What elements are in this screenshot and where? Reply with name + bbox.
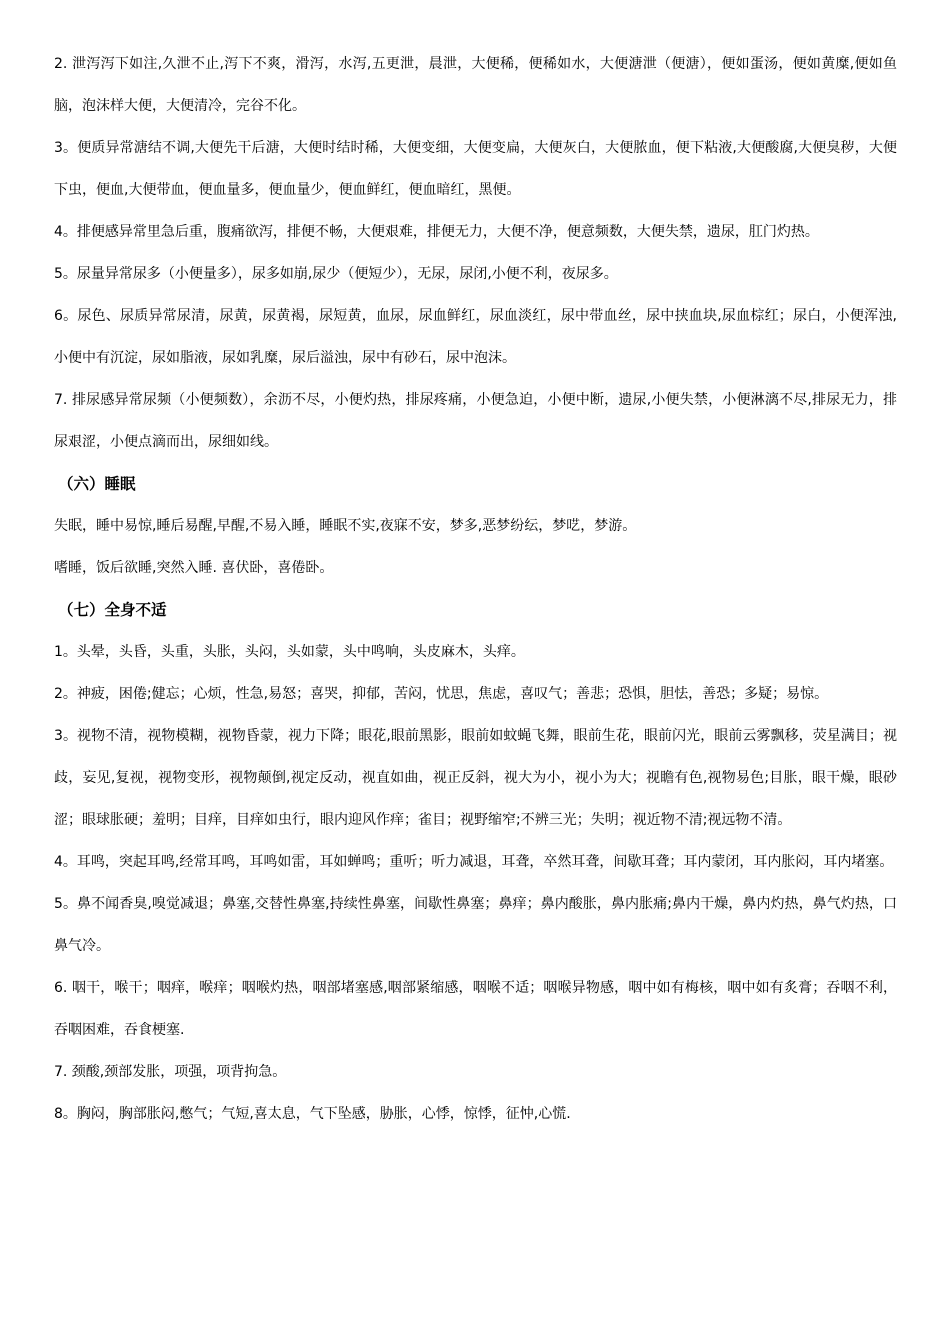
paragraph-vision: 3。视物不清，视物模糊，视物昏蒙，视力下降；眼花,眼前黑影，眼前如蚊蝇飞舞，眼前生花，眼前闪光，眼前云雾飘移，荧星满目；视歧，妄见,复视，视物变形，视物颠倒,视定反动，视直如曲，视正反斜，视大为小，视小为大；视瞻有色,视物易色;目胀，眼干燥，眼砂涩；眼球胀硬；羞明；目痒，目痒如虫行，眼内迎风作痒；雀目；视野缩窄;不辨三光；失明；视近物不清;视远物不清。 xyxy=(54,728,897,828)
paragraph-somnolence: 嗜睡，饭后欲睡,突然入睡. 喜伏卧，喜倦卧。 xyxy=(54,560,334,576)
paragraph-chest: 8。胸闷，胸部胀闷,憋气；气短,喜太息，气下坠感，胁胀，心悸，惊悸，征忡,心慌. xyxy=(54,1106,571,1122)
paragraph-urine-color: 6。尿色、尿质异常尿清，尿黄，尿黄褐，尿短黄，血尿，尿血鲜红，尿血淡红，尿中带血丝，尿中挟血块,尿血棕红；尿白，小便浑浊,小便中有沉淀，尿如脂液，尿如乳糜，尿后溢浊，尿中有砂石，尿中泡沫。 xyxy=(54,308,897,366)
paragraph-neck: 7. 颈酸,颈部发胀，项强，项背拘急。 xyxy=(54,1064,287,1080)
paragraph-throat: 6. 咽干，喉干；咽痒，喉痒；咽喉灼热，咽部堵塞感,咽部紧缩感，咽喉不适；咽喉异物感，咽中如有梅核，咽中如有炙膏；吞咽不利，吞咽困难，吞食梗塞. xyxy=(54,980,897,1038)
paragraph-defecation-sensation: 4。排便感异常里急后重，腹痛欲泻，排便不畅，大便艰难，排便无力，大便不净，便意频数，大便失禁，遗尿，肛门灼热。 xyxy=(54,224,819,240)
paragraph-insomnia: 失眠，睡中易惊,睡后易醒,早醒,不易入睡，睡眠不实,夜寐不安，梦多,恶梦纷纭，梦呓，梦游。 xyxy=(54,518,637,534)
section-heading-sleep: （六）睡眠 xyxy=(58,475,136,493)
paragraph-head: 1。头晕，头昏，头重，头胀，头闷，头如蒙，头中鸣响，头皮麻木，头痒。 xyxy=(54,644,525,660)
paragraph-ear: 4。耳鸣，突起耳鸣,经常耳鸣，耳鸣如雷，耳如蝉鸣；重听；听力减退，耳聋，卒然耳聋，间歇耳聋；耳内蒙闭，耳内胀闷，耳内堵塞。 xyxy=(54,854,894,870)
paragraph-nose: 5。鼻不闻香臭,嗅觉减退；鼻塞,交替性鼻塞,持续性鼻塞，间歇性鼻塞；鼻痒；鼻内酸胀，鼻内胀痛;鼻内干燥，鼻内灼热，鼻气灼热，口鼻气冷。 xyxy=(54,896,897,954)
paragraph-urination-sensation: 7. 排尿感异常尿频（小便频数），余沥不尽，小便灼热，排尿疼痛，小便急迫，小便中断，遗尿,小便失禁，小便淋漓不尽,排尿无力，排尿艰涩，小便点滴而出，尿细如线。 xyxy=(54,392,897,450)
paragraph-spirit: 2。神疲，困倦;健忘；心烦，性急,易怒；喜哭，抑郁，苦闷，忧思，焦虑，喜叹气；善悲；恐惧，胆怯，善恐；多疑；易惊。 xyxy=(54,686,829,702)
paragraph-stool-quality: 3。便质异常溏结不调,大便先干后溏，大便时结时稀，大便变细，大便变扁，大便灰白，大便脓血，便下粘液,大便酸腐,大便臭秽，大便下虫，便血,大便带血，便血量多，便血量少，便血鲜红，便血暗红，黑便。 xyxy=(54,140,897,198)
paragraph-urine-volume: 5。尿量异常尿多（小便量多），尿多如崩,尿少（便短少），无尿，尿闭,小便不利，夜尿多。 xyxy=(54,266,618,282)
section-heading-general-discomfort: （七）全身不适 xyxy=(58,601,167,619)
document-body xyxy=(54,43,897,1135)
paragraph-diarrhea: 2. 泄泻泻下如注,久泄不止,泻下不爽，滑泻，水泻,五更泄，晨泄，大便稀，便稀如水，大便溏泄（便溏），便如蛋汤，便如黄糜,便如鱼脑，泡沫样大便，大便清冷，完谷不化。 xyxy=(54,56,897,114)
